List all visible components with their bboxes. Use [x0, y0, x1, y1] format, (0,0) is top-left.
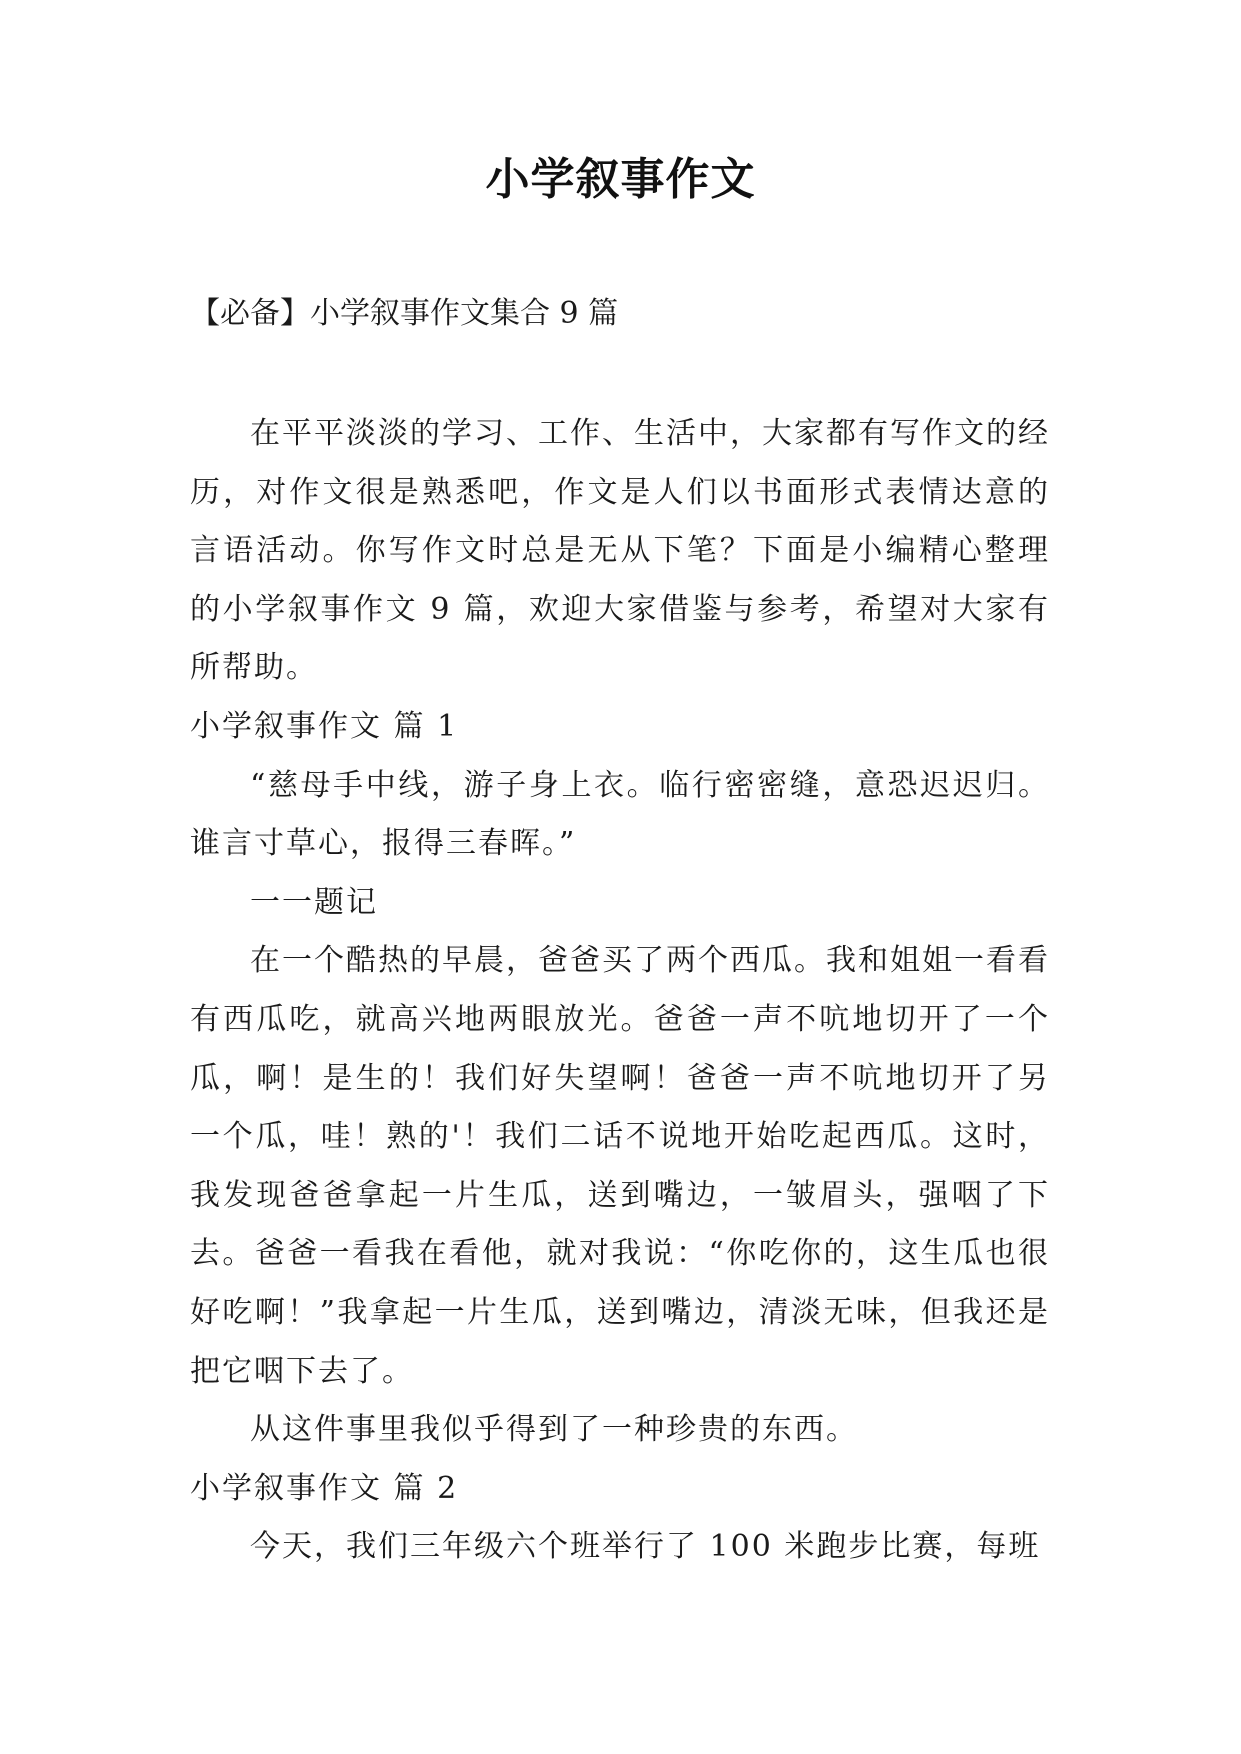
document-body — [190, 405, 1050, 1577]
essay-1-paragraph-1: 在一个酷热的早晨，爸爸买了两个西瓜。我和姐姐一看看有西瓜吃，就高兴地两眼放光。爸爸一声不吭地切开了一个瓜，啊！是生的！我们好失望啊！爸爸一声不吭地切开了另一个瓜，哇！熟的'！我们二话不说地开始吃起西瓜。这时，我发现爸爸拿起一片生瓜，送到嘴边，一皱眉头，强咽了下去。爸爸一看我在看他，就对我说：“你吃你的，这生瓜也很好吃啊！”我拿起一片生瓜，送到嘴边，清淡无味，但我还是把它咽下去了。 — [190, 943, 1050, 1389]
essay-1-signature: 一一题记 — [250, 884, 378, 920]
document-subtitle: 【必备】小学叙事作文集合 9 篇 — [190, 296, 619, 331]
document-title: 小学叙事作文 — [485, 154, 756, 205]
intro-paragraph: 在平平淡淡的学习、工作、生活中，大家都有写作文的经历，对作文很是熟悉吧，作文是人们以书面形式表情达意的言语活动。你写作文时总是无从下笔？下面是小编精心整理的小学叙事作文 9 篇，欢迎大家借鉴与参考，希望对大家有所帮助。 — [190, 416, 1050, 686]
essay-1-poem: “慈母手中线，游子身上衣。临行密密缝，意恐迟迟归。谁言寸草心，报得三春晖。” — [190, 767, 1050, 862]
essay-2-heading: 小学叙事作文 篇 2 — [190, 1470, 459, 1506]
essay-1-paragraph-2: 从这件事里我似乎得到了一种珍贵的东西。 — [250, 1412, 858, 1448]
essay-1-heading: 小学叙事作文 篇 1 — [190, 708, 459, 744]
essay-2-paragraph-1: 今天，我们三年级六个班举行了 100 米跑步比赛，每班 — [250, 1529, 1041, 1565]
